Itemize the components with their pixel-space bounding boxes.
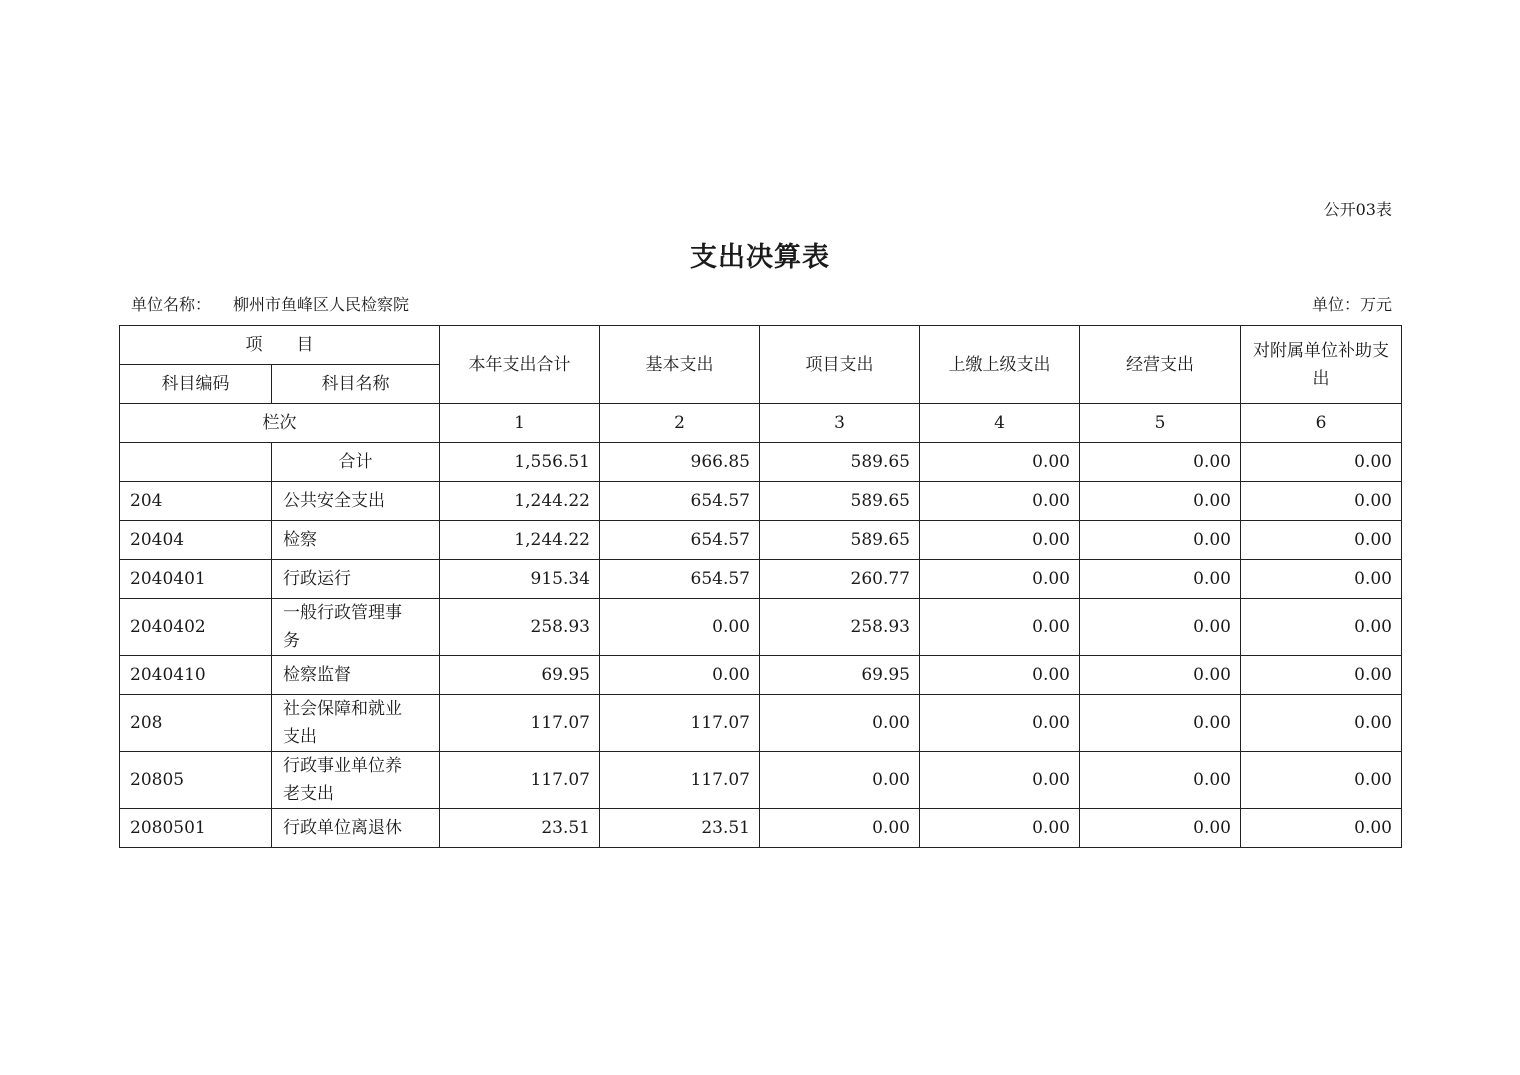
amount-cell: 0.00 xyxy=(920,482,1080,521)
subject-code-cell: 208 xyxy=(120,695,272,752)
subject-code-cell xyxy=(120,443,272,482)
form-number: 公开03表 xyxy=(1323,200,1392,219)
amount-cell: 589.65 xyxy=(760,482,920,521)
amount-cell: 0.00 xyxy=(920,443,1080,482)
amount-cell: 117.07 xyxy=(440,695,600,752)
amount-cell: 69.95 xyxy=(440,656,600,695)
subject-code-cell: 2040401 xyxy=(120,560,272,599)
amount-cell: 1,244.22 xyxy=(440,482,600,521)
unit-name-value: 柳州市鱼峰区人民检察院 xyxy=(233,295,410,314)
amount-cell: 0.00 xyxy=(760,695,920,752)
amount-cell: 589.65 xyxy=(760,521,920,560)
subject-name-cell: 行政运行 xyxy=(272,560,440,599)
currency-unit: 单位：万元 xyxy=(1311,295,1392,314)
amount-cell: 0.00 xyxy=(1080,809,1241,848)
table-row xyxy=(120,809,1402,848)
amount-cell: 589.65 xyxy=(760,443,920,482)
subject-name-cell: 行政事业单位养老支出 xyxy=(272,752,440,809)
subject-name-cell: 合计 xyxy=(272,443,440,482)
amount-cell: 0.00 xyxy=(1241,521,1402,560)
amount-cell: 0.00 xyxy=(920,521,1080,560)
subject-code-cell: 20404 xyxy=(120,521,272,560)
subject-code-cell: 20805 xyxy=(120,752,272,809)
amount-cell: 0.00 xyxy=(760,752,920,809)
amount-cell: 0.00 xyxy=(1241,752,1402,809)
page-title: 支出决算表 xyxy=(690,242,830,273)
header-subject-code: 科目编码 xyxy=(120,365,272,404)
header-subsidy: 对附属单位补助支出 xyxy=(1241,326,1402,404)
amount-cell: 915.34 xyxy=(440,560,600,599)
amount-cell: 117.07 xyxy=(600,752,760,809)
col-num-4: 4 xyxy=(920,404,1080,443)
subject-code-cell: 2040410 xyxy=(120,656,272,695)
subject-name-cell: 检察监督 xyxy=(272,656,440,695)
amount-cell: 0.00 xyxy=(1080,443,1241,482)
amount-cell: 0.00 xyxy=(920,752,1080,809)
col-num-3: 3 xyxy=(760,404,920,443)
subject-name-cell: 行政单位离退休 xyxy=(272,809,440,848)
expenditure-table xyxy=(119,325,1402,848)
table-row xyxy=(120,482,1402,521)
subject-name-cell: 一般行政管理事务 xyxy=(272,599,440,656)
header-subject-name: 科目名称 xyxy=(272,365,440,404)
amount-cell: 0.00 xyxy=(600,599,760,656)
amount-cell: 0.00 xyxy=(1241,656,1402,695)
amount-cell: 0.00 xyxy=(920,695,1080,752)
amount-cell: 654.57 xyxy=(600,521,760,560)
amount-cell: 117.07 xyxy=(600,695,760,752)
col-num-5: 5 xyxy=(1080,404,1241,443)
amount-cell: 258.93 xyxy=(760,599,920,656)
amount-cell: 0.00 xyxy=(600,656,760,695)
amount-cell: 0.00 xyxy=(1080,656,1241,695)
subject-code-cell: 2080501 xyxy=(120,809,272,848)
header-item: 项 目 xyxy=(120,326,440,365)
amount-cell: 966.85 xyxy=(600,443,760,482)
amount-cell: 0.00 xyxy=(1241,560,1402,599)
amount-cell: 1,244.22 xyxy=(440,521,600,560)
amount-cell: 654.57 xyxy=(600,560,760,599)
table-row xyxy=(120,695,1402,752)
amount-cell: 0.00 xyxy=(1080,752,1241,809)
amount-cell: 258.93 xyxy=(440,599,600,656)
amount-cell: 0.00 xyxy=(1080,560,1241,599)
table-row xyxy=(120,656,1402,695)
col-num-2: 2 xyxy=(600,404,760,443)
amount-cell: 0.00 xyxy=(1080,482,1241,521)
amount-cell: 0.00 xyxy=(1241,599,1402,656)
subject-code-cell: 2040402 xyxy=(120,599,272,656)
amount-cell: 23.51 xyxy=(600,809,760,848)
amount-cell: 0.00 xyxy=(1241,482,1402,521)
amount-cell: 1,556.51 xyxy=(440,443,600,482)
amount-cell: 69.95 xyxy=(760,656,920,695)
col-num-6: 6 xyxy=(1241,404,1402,443)
header-column-index: 栏次 xyxy=(120,404,440,443)
amount-cell: 117.07 xyxy=(440,752,600,809)
table-row xyxy=(120,599,1402,656)
amount-cell: 260.77 xyxy=(760,560,920,599)
unit-name-line xyxy=(131,295,409,315)
subject-name-cell: 检察 xyxy=(272,521,440,560)
amount-cell: 0.00 xyxy=(1080,599,1241,656)
subject-code-cell: 204 xyxy=(120,482,272,521)
amount-cell: 23.51 xyxy=(440,809,600,848)
amount-cell: 0.00 xyxy=(920,656,1080,695)
subject-name-cell: 公共安全支出 xyxy=(272,482,440,521)
header-upper: 上缴上级支出 xyxy=(920,326,1080,404)
amount-cell: 0.00 xyxy=(1080,521,1241,560)
amount-cell: 0.00 xyxy=(920,809,1080,848)
amount-cell: 0.00 xyxy=(760,809,920,848)
subject-name-cell: 社会保障和就业支出 xyxy=(272,695,440,752)
amount-cell: 0.00 xyxy=(920,560,1080,599)
table-row xyxy=(120,443,1402,482)
amount-cell: 0.00 xyxy=(1241,443,1402,482)
table-row xyxy=(120,752,1402,809)
table-row xyxy=(120,560,1402,599)
header-basic: 基本支出 xyxy=(600,326,760,404)
header-project: 项目支出 xyxy=(760,326,920,404)
header-business: 经营支出 xyxy=(1080,326,1241,404)
header-total: 本年支出合计 xyxy=(440,326,600,404)
amount-cell: 0.00 xyxy=(1080,695,1241,752)
amount-cell: 0.00 xyxy=(1241,809,1402,848)
unit-name-label: 单位名称： xyxy=(131,295,212,314)
col-num-1: 1 xyxy=(440,404,600,443)
amount-cell: 0.00 xyxy=(1241,695,1402,752)
amount-cell: 654.57 xyxy=(600,482,760,521)
table-row xyxy=(120,521,1402,560)
amount-cell: 0.00 xyxy=(920,599,1080,656)
